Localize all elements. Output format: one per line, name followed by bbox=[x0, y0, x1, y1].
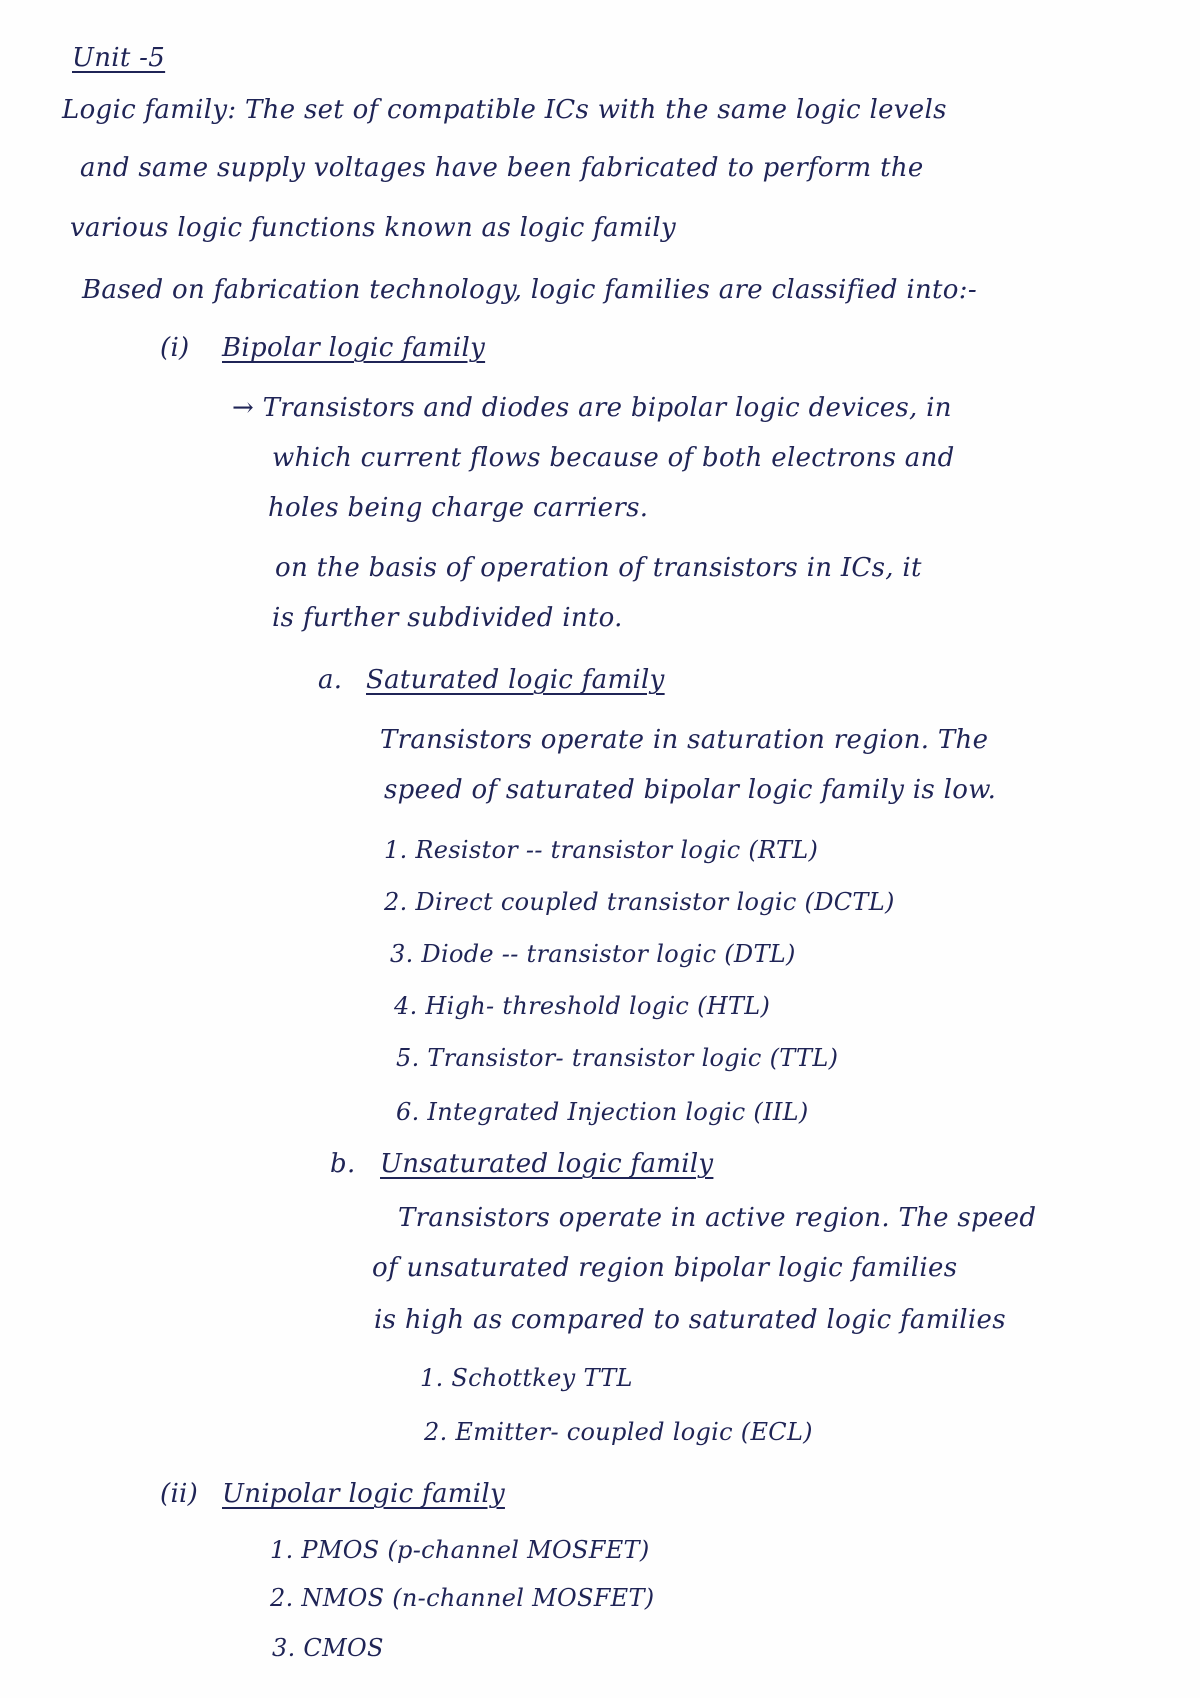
bipolar-section-title: Bipolar logic family bbox=[222, 333, 486, 363]
unipolar-item-3: 3. CMOS bbox=[272, 1634, 384, 1662]
bipolar-desc-line-1: → Transistors and diodes are bipolar logic devices, in bbox=[232, 393, 952, 423]
page-heading: Unit -5 bbox=[72, 43, 166, 73]
saturated-item-6: 6. Integrated Injection logic (IIL) bbox=[396, 1098, 809, 1126]
saturated-item-2: 2. Direct coupled transistor logic (DCTL) bbox=[384, 888, 895, 916]
classification-intro: Based on fabrication technology, logic families are classified into:- bbox=[82, 275, 977, 305]
unsaturated-desc-line-3: is high as compared to saturated logic families bbox=[374, 1305, 1006, 1335]
definition-line-3: various logic functions known as logic family bbox=[70, 213, 677, 243]
bipolar-subdivide-line-1: on the basis of operation of transistors in ICs, it bbox=[275, 553, 922, 583]
definition-line-1: Logic family: The set of compatible ICs with the same logic levels bbox=[62, 95, 947, 125]
unipolar-item-2: 2. NMOS (n-channel MOSFET) bbox=[270, 1584, 655, 1612]
bipolar-desc-line-3: holes being charge carriers. bbox=[268, 493, 649, 523]
saturated-desc-line-2: speed of saturated bipolar logic family is low. bbox=[384, 775, 997, 805]
bipolar-subdivide-line-2: is further subdivided into. bbox=[272, 603, 623, 633]
bipolar-desc-line-2: which current flows because of both electrons and bbox=[272, 443, 955, 473]
saturated-item-3: 3. Diode -- transistor logic (DTL) bbox=[390, 940, 796, 968]
unipolar-section-marker: (ii) bbox=[160, 1479, 199, 1509]
unsaturated-desc-line-1: Transistors operate in active region. The speed bbox=[398, 1203, 1037, 1233]
unsaturated-item-2: 2. Emitter- coupled logic (ECL) bbox=[424, 1418, 813, 1446]
definition-line-2: and same supply voltages have been fabricated to perform the bbox=[80, 153, 924, 183]
unsaturated-title: Unsaturated logic family bbox=[380, 1149, 714, 1179]
unsaturated-item-1: 1. Schottkey TTL bbox=[420, 1364, 633, 1392]
saturated-item-4: 4. High- threshold logic (HTL) bbox=[394, 992, 771, 1020]
unsaturated-desc-line-2: of unsaturated region bipolar logic families bbox=[372, 1253, 958, 1283]
saturated-marker: a. bbox=[318, 665, 343, 695]
bipolar-section-marker: (i) bbox=[160, 333, 190, 363]
saturated-title: Saturated logic family bbox=[366, 665, 665, 695]
unipolar-item-1: 1. PMOS (p-channel MOSFET) bbox=[270, 1536, 650, 1564]
unsaturated-marker: b. bbox=[330, 1149, 356, 1179]
saturated-item-5: 5. Transistor- transistor logic (TTL) bbox=[396, 1044, 839, 1072]
saturated-desc-line-1: Transistors operate in saturation region. The bbox=[380, 725, 989, 755]
unipolar-section-title: Unipolar logic family bbox=[222, 1479, 505, 1509]
saturated-item-1: 1. Resistor -- transistor logic (RTL) bbox=[384, 836, 819, 864]
